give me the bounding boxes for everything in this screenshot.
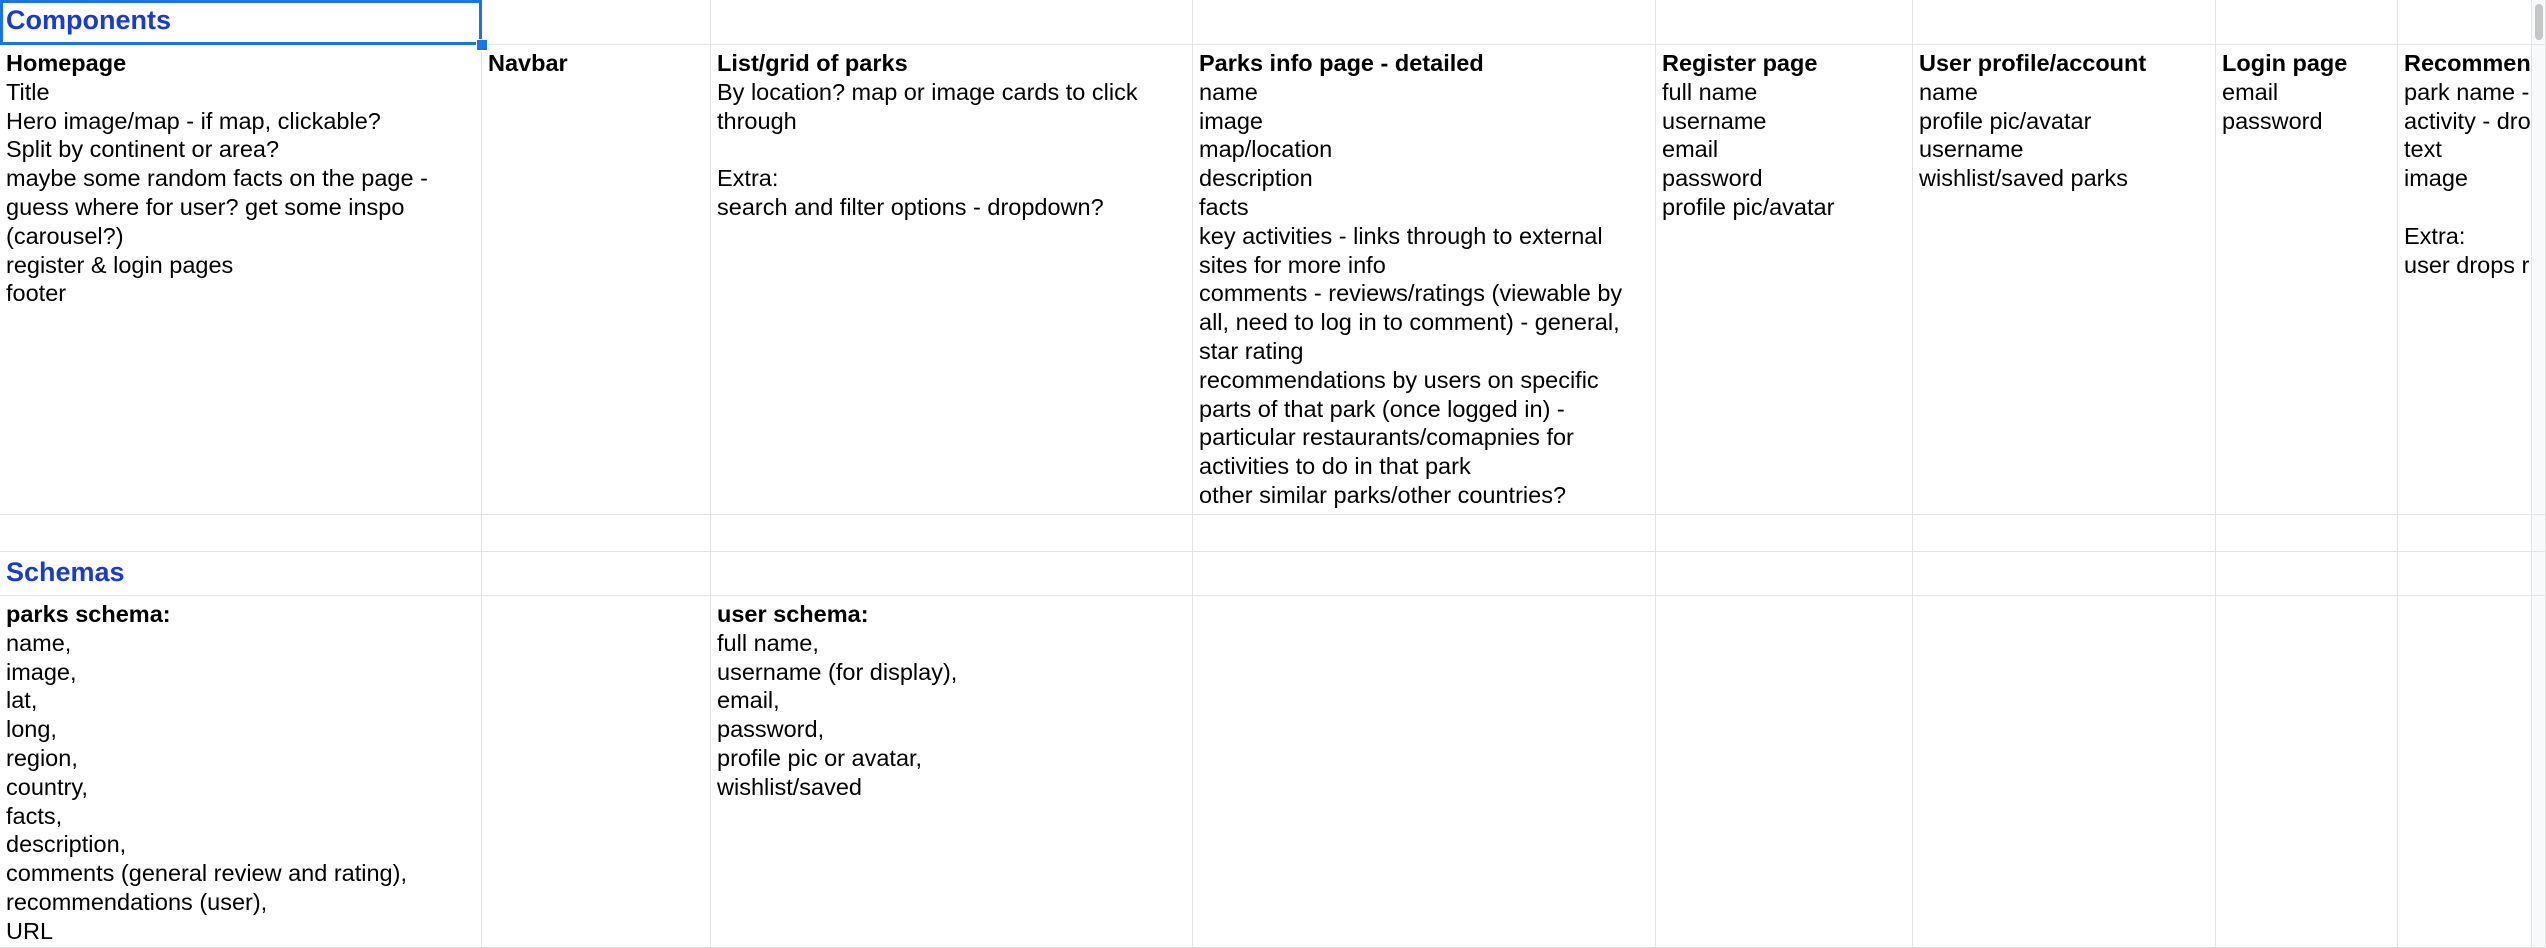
cell-line: password (1662, 165, 1763, 192)
cell-header: Register page (1662, 50, 1818, 76)
cell-line: through (717, 107, 797, 134)
selection-fill-handle[interactable] (476, 39, 488, 51)
cell-line: wishlist/saved (717, 773, 862, 800)
schema-cell[interactable] (2216, 596, 2398, 948)
cell-header: user schema: (717, 601, 869, 627)
cell-line: username (1662, 107, 1767, 134)
empty-cell[interactable] (1193, 552, 1656, 596)
cell-line: register & login pages (6, 251, 234, 278)
empty-cell[interactable] (482, 515, 711, 552)
cell-line: activity - dro (2404, 107, 2531, 134)
cell-line: email (2222, 78, 2279, 105)
cell-line: description, (6, 831, 127, 858)
empty-cell[interactable] (711, 552, 1193, 596)
cell-line: image (1199, 107, 1264, 134)
empty-cell[interactable] (1913, 552, 2216, 596)
component-cell[interactable] (2398, 45, 2546, 515)
empty-cell[interactable] (482, 552, 711, 596)
empty-cell[interactable] (0, 515, 482, 552)
cell-line: password, (717, 716, 825, 743)
cell-line: guess where for user? get some inspo (6, 193, 405, 220)
cell-line: Title (6, 78, 50, 105)
empty-cell[interactable] (1193, 0, 1656, 45)
empty-cell[interactable] (1656, 515, 1913, 552)
cell-line: maybe some random facts on the page - (6, 165, 428, 192)
empty-cell[interactable] (1913, 0, 2216, 45)
cell-line: park name - (2404, 78, 2530, 105)
cell-line: all, need to log in to comment) - general, (1199, 309, 1620, 336)
empty-cell[interactable] (1656, 0, 1913, 45)
cell-header: Login page (2222, 50, 2348, 76)
component-cell[interactable] (2216, 45, 2398, 515)
cell-header: Navbar (488, 50, 568, 76)
cell-line: facts, (6, 802, 63, 829)
empty-cell[interactable] (2398, 552, 2546, 596)
section-title-components: Components (6, 5, 171, 35)
empty-cell[interactable] (2216, 515, 2398, 552)
cell-line: profile pic/avatar (1919, 107, 2092, 134)
cell-line: long, (6, 716, 57, 743)
cell-line: star rating (1199, 337, 1304, 364)
schema-cell[interactable] (1913, 596, 2216, 948)
empty-cell[interactable] (1656, 552, 1913, 596)
cell-header: List/grid of parks (717, 50, 908, 76)
cell-line: image, (6, 658, 77, 685)
empty-cell[interactable] (482, 0, 711, 45)
cell-line: name (1919, 78, 1978, 105)
empty-cell[interactable] (2398, 515, 2546, 552)
empty-cell[interactable] (2216, 552, 2398, 596)
cell-line: user drops r (2404, 251, 2530, 278)
cell-line (2404, 193, 2539, 222)
schema-cell[interactable] (1656, 596, 1913, 948)
schema-cell[interactable] (0, 596, 482, 948)
schema-cell[interactable] (2398, 596, 2546, 948)
cell-header: User profile/account (1919, 50, 2147, 76)
empty-cell[interactable] (1193, 515, 1656, 552)
cell-line: comments (general review and rating), (6, 860, 407, 887)
component-cell[interactable] (711, 45, 1193, 515)
cell-line: wishlist/saved parks (1919, 165, 2128, 192)
cell-line: map/location (1199, 136, 1333, 163)
cell-line: (carousel?) (6, 222, 124, 249)
cell-line: region, (6, 744, 78, 771)
cell-line: activities to do in that park (1199, 453, 1471, 480)
cell-line: email (1662, 136, 1719, 163)
cell-line: email, (717, 687, 780, 714)
cell-line: username (for display), (717, 658, 958, 685)
empty-cell[interactable] (2398, 0, 2546, 45)
cell-line: name, (6, 629, 72, 656)
cell-line: Hero image/map - if map, clickable? (6, 107, 381, 134)
cell-line: By location? map or image cards to click (717, 78, 1138, 105)
empty-cell[interactable] (711, 515, 1193, 552)
section-title-schemas: Schemas (6, 557, 125, 587)
cell-line: footer (6, 280, 67, 307)
cell-header: Parks info page - detailed (1199, 50, 1484, 76)
cell-line: recommendations by users on specific (1199, 366, 1599, 393)
component-cell[interactable] (0, 45, 482, 515)
cell-line: facts (1199, 193, 1249, 220)
cell-line: URL (6, 917, 54, 944)
schema-cell[interactable] (1193, 596, 1656, 948)
cell-line: password (2222, 107, 2323, 134)
cell-line: Extra: (717, 165, 779, 192)
cell-line: sites for more info (1199, 251, 1386, 278)
schema-cell[interactable] (711, 596, 1193, 948)
cell-line: full name (1662, 78, 1758, 105)
cell-line: Split by continent or area? (6, 136, 280, 163)
cell-line: recommendations (user), (6, 888, 268, 915)
cell-header: Homepage (6, 50, 127, 76)
cell-line: comments - reviews/ratings (viewable by (1199, 280, 1623, 307)
component-cell[interactable] (482, 45, 711, 515)
cell-line: text (2404, 136, 2442, 163)
component-cell[interactable] (1193, 45, 1656, 515)
cell-line: image (2404, 165, 2469, 192)
cell-line: other similar parks/other countries? (1199, 481, 1567, 508)
cell-line: key activities - links through to external (1199, 222, 1603, 249)
component-cell[interactable] (1656, 45, 1913, 515)
schema-cell[interactable] (482, 596, 711, 948)
cell-line: country, (6, 773, 88, 800)
component-cell[interactable] (1913, 45, 2216, 515)
empty-cell[interactable] (711, 0, 1193, 45)
cell-line (717, 135, 1186, 164)
cell-components-title[interactable] (0, 0, 482, 45)
empty-cell[interactable] (2216, 0, 2398, 45)
cell-line: description (1199, 165, 1313, 192)
cell-line: search and filter options - dropdown? (717, 193, 1104, 220)
empty-cell[interactable] (1913, 515, 2216, 552)
cell-line: profile pic/avatar (1662, 193, 1835, 220)
cell-line: lat, (6, 687, 38, 714)
cell-line: username (1919, 136, 2024, 163)
cell-header: Recommen (2404, 50, 2531, 76)
cell-line: name (1199, 78, 1258, 105)
cell-line: particular restaurants/comapnies for (1199, 424, 1574, 451)
cell-line: parts of that park (once logged in) - (1199, 395, 1565, 422)
cell-schemas-title[interactable] (0, 552, 482, 596)
cell-header: parks schema: (6, 601, 171, 627)
cell-line: Extra: (2404, 222, 2466, 249)
cell-line: profile pic or avatar, (717, 744, 923, 771)
cell-line: full name, (717, 629, 819, 656)
